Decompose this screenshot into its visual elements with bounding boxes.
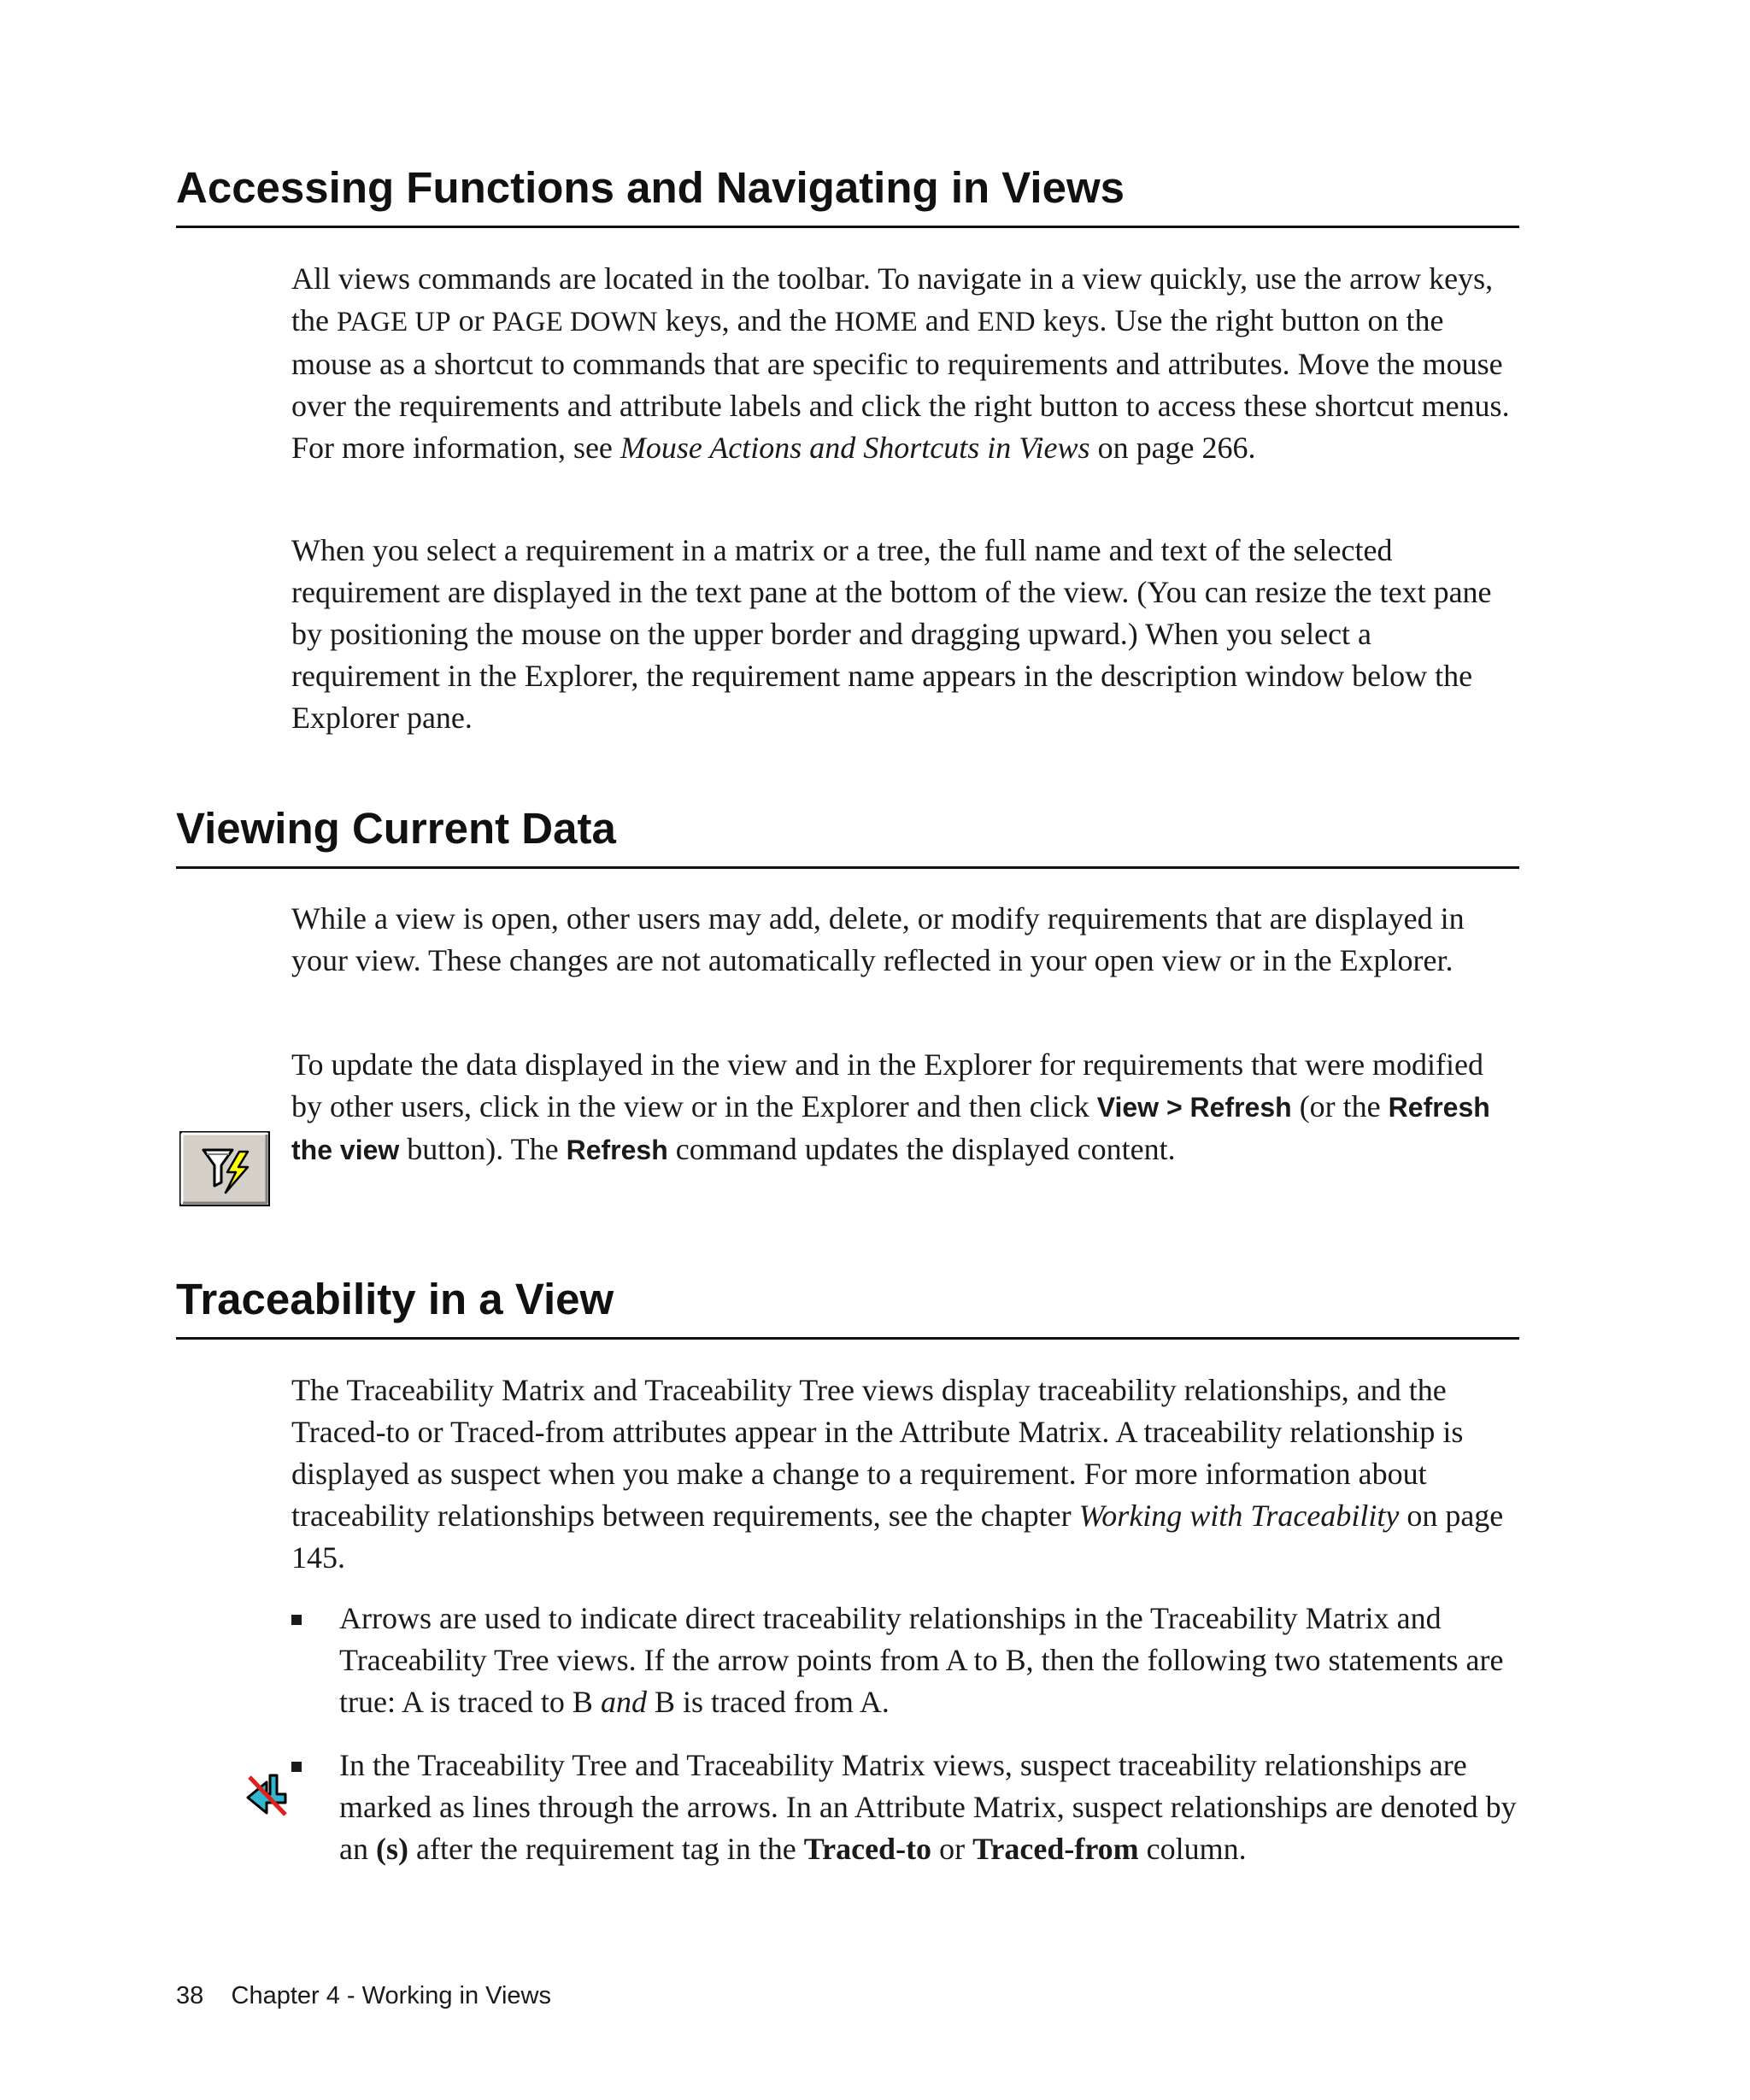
text-run: on page 145. <box>291 1499 1504 1575</box>
text-run: (or the <box>1291 1089 1389 1123</box>
paragraph-selection: When you select a requirement in a matrix or a tree, the full name and text of the selected requirement are displayed in the text pane at the bottom of the view. (You can resize the text pane by positioning the mouse on the upper border and dragging upward.) When you select a requirement in the Explorer, the requirement name appears in the description window below the Explorer pane. <box>291 533 1492 735</box>
text-run: To update the data displayed in the view and in the Explorer for requirements that were modified by other users, click in the view or in the Explorer and then click <box>291 1047 1484 1123</box>
chapter-title: Chapter 4 - Working in Views <box>231 1982 551 2009</box>
refresh-view-icon <box>179 1131 270 1206</box>
bold-term: Traced-to <box>803 1832 932 1866</box>
text-run: or <box>450 303 492 337</box>
key-name: END <box>977 307 1036 337</box>
paragraph-view-open: While a view is open, other users may add, delete, or modify requirements that are displayed in your view. These changes are not automatically reflected in your open view or in the Explorer. <box>291 901 1465 977</box>
text-run: Arrows are used to indicate direct traceability relationships in the Traceability Matrix and Traceability Tree views. If the arrow points from A to B, then the following two statements are true: A is traced to B <box>339 1601 1504 1719</box>
text-run: The Traceability Matrix and Traceability Tree views display traceability relationships, and the Traced-to or Traced-from attributes appear in the Attribute Matrix. A traceability relationship is displayed as suspect when you make a change to a requirement. For more information about traceability relationships between requirements, see the chapter <box>291 1373 1464 1533</box>
section-heading-accessing-functions: Accessing Functions and Navigating in Views <box>176 163 1125 212</box>
list-item-suspect <box>339 1745 1527 1870</box>
text-run: All views commands are located in the toolbar. To navigate in a view quickly, use the arrow keys, the <box>291 261 1494 337</box>
command-name: Refresh <box>566 1135 668 1165</box>
section-heading-traceability: Traceability in a View <box>176 1275 614 1323</box>
text-run: command updates the displayed content. <box>667 1132 1176 1166</box>
page-number: 38 <box>176 1982 204 2009</box>
bullet-marker <box>291 1615 302 1625</box>
text-run: on page 266. <box>1089 431 1256 465</box>
paragraph-refresh <box>291 1044 1522 1171</box>
cross-reference: Working with Traceability <box>1078 1499 1400 1533</box>
cross-reference: Mouse Actions and Shortcuts in Views <box>620 431 1090 465</box>
section-heading-viewing-current-data: Viewing Current Data <box>176 804 616 853</box>
bullet-marker <box>291 1762 302 1772</box>
paragraph-navigation <box>291 258 1522 469</box>
bold-term: Traced-from <box>972 1832 1139 1866</box>
bold-term: (s) <box>375 1832 408 1866</box>
text-run: or <box>931 1832 973 1866</box>
key-name: PAGE DOWN <box>491 307 658 337</box>
section-rule <box>176 226 1519 228</box>
section-rule <box>176 866 1519 869</box>
text-run: In the Traceability Tree and Traceability Matrix views, suspect traceability relationships are marked as lines through the arrows. In an Attribute Matrix, suspect relationships are denoted by an <box>339 1748 1517 1866</box>
text-run: column. <box>1138 1832 1247 1866</box>
emphasis: and <box>600 1685 647 1719</box>
key-name: PAGE UP <box>336 307 451 337</box>
text-run: after the requirement tag in the <box>408 1832 804 1866</box>
menu-path: View > Refresh <box>1096 1092 1292 1123</box>
page-footer <box>176 1980 551 2011</box>
text-run: and <box>917 303 978 337</box>
text-run: button). The <box>399 1132 567 1166</box>
section-rule <box>176 1337 1519 1340</box>
list-item-arrows <box>339 1598 1527 1723</box>
text-run: B is traced from A. <box>646 1685 890 1719</box>
text-run: keys. Use the right button on the mouse as a shortcut to commands that are specific to requirements and attributes. Move the mouse over the requirements and attribute labels and click the right button to access these shortcut menus. For more information, see <box>291 303 1510 465</box>
key-name: HOME <box>834 307 918 337</box>
paragraph-traceability-intro <box>291 1370 1522 1579</box>
text-run: keys, and the <box>657 303 835 337</box>
button-name: Refresh the view <box>291 1092 1490 1165</box>
suspect-trace-icon <box>243 1772 291 1820</box>
